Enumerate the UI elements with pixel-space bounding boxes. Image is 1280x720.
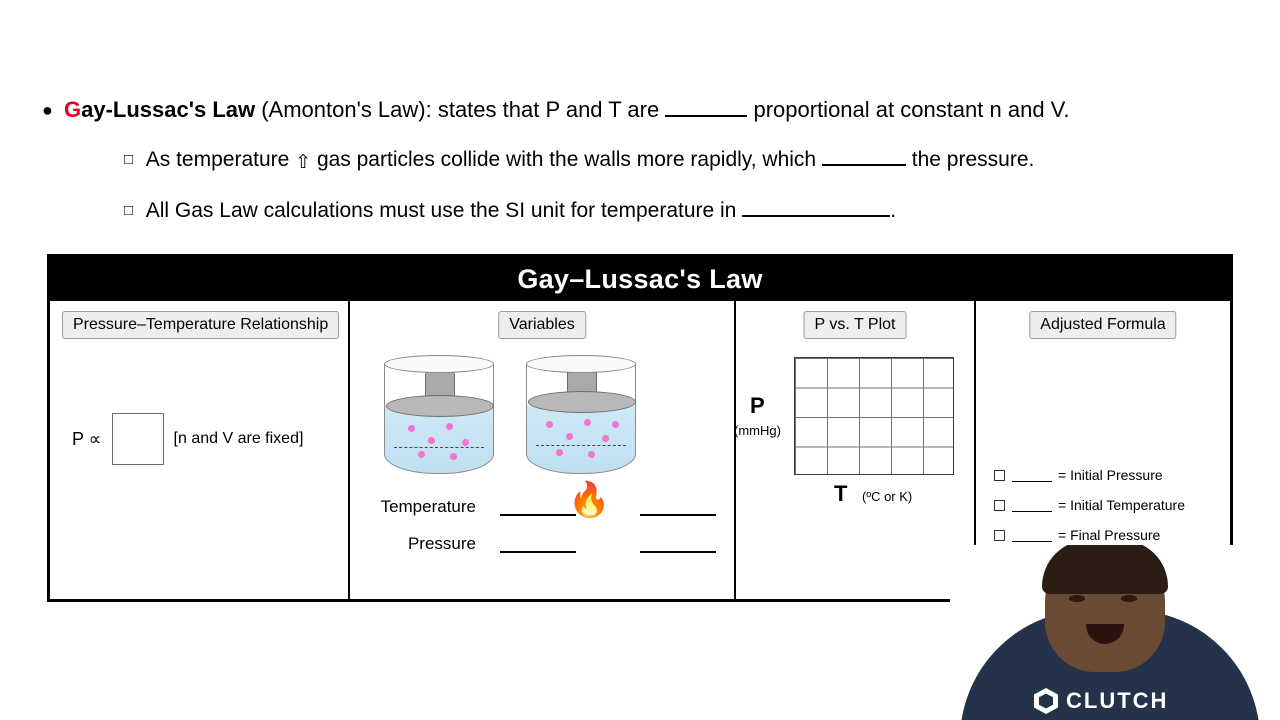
sub-bullet-2 [0, 197, 1280, 227]
brand-logo [1034, 688, 1168, 714]
gas-molecule [612, 421, 619, 428]
presenter-hair [1042, 545, 1168, 594]
main-bullet-line [0, 95, 1280, 125]
legend-checkbox[interactable] [994, 500, 1005, 511]
gas-molecule [566, 433, 573, 440]
piston-cold [384, 355, 494, 483]
legend-text: = Initial Temperature [1058, 497, 1185, 513]
presenter-eye-right [1121, 595, 1137, 602]
column-variables [350, 301, 736, 599]
column-header-formula: Adjusted Formula [1029, 311, 1176, 339]
gas-molecule [462, 439, 469, 446]
term-remainder: ay-Lussac's Law [81, 97, 256, 122]
legend-checkbox[interactable] [994, 470, 1005, 481]
column-header-relationship: Pressure–Temperature Relationship [62, 311, 339, 339]
sub-bullet-1 [0, 146, 1280, 176]
variable-labels [358, 497, 732, 571]
temperature-blank-right[interactable] [640, 498, 716, 516]
legend-blank[interactable] [1012, 469, 1052, 482]
legend-blank[interactable] [1012, 499, 1052, 512]
main-text-part1: (Amonton's Law): states that P and T are [261, 97, 660, 122]
blank-proportionality [665, 115, 747, 117]
gas-level-dashed-line [394, 447, 484, 448]
presenter-video [950, 545, 1280, 720]
legend-text: = Initial Pressure [1058, 467, 1163, 483]
gas-molecule [588, 451, 595, 458]
gas-molecule [418, 451, 425, 458]
square-bullet-icon: □ [124, 151, 134, 168]
variable-row-temperature [358, 497, 732, 517]
gas-molecule [546, 421, 553, 428]
column-header-variables: Variables [498, 311, 586, 339]
pressure-blank-left[interactable] [500, 535, 576, 553]
gas-molecule [408, 425, 415, 432]
hexagon-logo-icon [1034, 688, 1058, 714]
column-header-plot: P vs. T Plot [804, 311, 907, 339]
gas-molecule [428, 437, 435, 444]
fixed-variables-note: [n and V are fixed] [173, 430, 304, 447]
sub2-text-b: . [890, 199, 897, 222]
answer-box-relationship[interactable] [112, 413, 164, 465]
sub1-text-b: gas particles collide with the walls more rapidly, which [316, 148, 817, 171]
plot-y-axis-units: (mmHg) [734, 423, 781, 438]
notes-block [0, 95, 1280, 227]
sub2-text-a: All Gas Law calculations must use the SI unit for temperature in [145, 199, 737, 222]
piston-heated [526, 355, 636, 483]
gas-molecule [556, 449, 563, 456]
up-arrow-icon: ⇧ [295, 152, 312, 173]
blank-si-unit [742, 215, 890, 217]
plot-y-axis-label: P [750, 393, 765, 418]
legend-text: = Final Pressure [1058, 527, 1161, 543]
plot-x-axis-units: (ºC or K) [862, 489, 913, 504]
variable-row-pressure [358, 534, 732, 554]
gas-molecule [446, 423, 453, 430]
legend-row [994, 467, 1185, 483]
term-gay-lussac [42, 97, 255, 122]
presenter-eye-left [1069, 595, 1085, 602]
gas-molecule [584, 419, 591, 426]
piston-disc-icon [386, 395, 494, 417]
variable-label-temperature: Temperature [380, 497, 476, 516]
term-initial: G [64, 97, 82, 122]
proportionality-row [72, 413, 303, 465]
cylinder-rim-icon [384, 355, 494, 373]
plot-x-axis-label: T [834, 481, 848, 506]
pressure-blank-right[interactable] [640, 535, 716, 553]
legend-row [994, 527, 1185, 543]
variable-label-pressure: Pressure [407, 534, 476, 553]
column-plot [736, 301, 976, 599]
plot-grid[interactable] [794, 357, 954, 475]
piston-disc-icon [528, 391, 636, 413]
blank-pressure-effect [822, 164, 906, 166]
square-bullet-icon: □ [124, 202, 134, 219]
temperature-blank-left[interactable] [500, 498, 576, 516]
flame-icon: 🔥 [568, 481, 611, 519]
main-text-part2: proportional at constant n and V. [753, 97, 1070, 122]
gas-level-dashed-line [536, 445, 626, 446]
sub1-text-c: the pressure. [911, 148, 1035, 171]
chart-title: Gay–Lussac's Law [50, 257, 1230, 301]
legend-checkbox[interactable] [994, 530, 1005, 541]
gas-molecule [450, 453, 457, 460]
sub1-text-a: As temperature [145, 148, 290, 171]
legend-row [994, 497, 1185, 513]
p-proportional-symbol: P ∝ [72, 428, 102, 449]
brand-name: CLUTCH [1066, 688, 1169, 713]
column-relationship [50, 301, 350, 599]
bullet-dot-icon: ● [42, 100, 53, 120]
cylinder-rim-icon [526, 355, 636, 373]
legend-blank[interactable] [1012, 529, 1052, 542]
gas-molecule [602, 435, 609, 442]
